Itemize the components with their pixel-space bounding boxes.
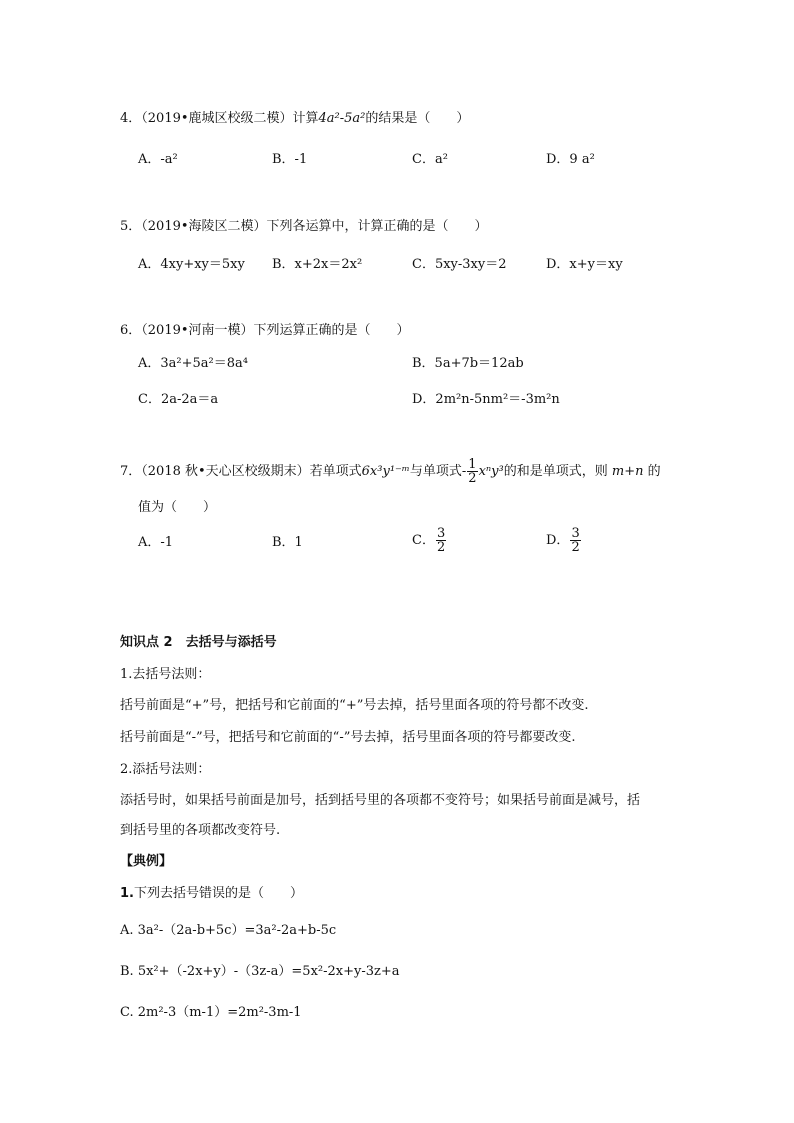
q5-option-a: A．4xy+xy＝5xy [138,257,245,272]
q6-option-c: C．2a-2a＝a [138,392,219,407]
q7-option-d-denominator: 2 [571,540,580,555]
q4-stem-prefix: 4．（2019•鹿城区校级二模）计算 [120,111,319,126]
example-1-stem [120,885,303,903]
question-6-stem: 6．（2019•河南一模）下列运算正确的是（ ） [120,323,410,338]
q6-option-a: A．3a²+5a²＝8a⁴ [138,356,248,371]
q7-stem-mid: 与单项式 [409,464,462,479]
q7-option-d-label: D． [546,533,570,548]
example-1-number: 1. [120,886,134,901]
q4-option-c: C．a² [412,152,448,167]
q4-stem-suffix: 的结果是（ ） [365,111,470,126]
q6-option-b: B．5a+7b＝12ab [412,356,524,371]
section-heading: 知识点 2 去括号与添括号 [120,635,277,650]
rule2-line1: 添括号时，如果括号前面是加号，括到括号里的各项都不变符号；如果括号前面是减号，括 [120,793,641,808]
q7-option-d [546,527,582,554]
example-1-option-b: B. 5x²+（-2x+y）-（3z-a）=5x²-2x+y-3z+a [120,964,400,979]
q7-m-plus-n: m+n [611,464,644,479]
q7-negative-sign: - [461,464,467,479]
q7-fraction [467,458,477,485]
q6-option-d: D．2m²n-5nm²＝-3m²n [412,392,560,407]
q7-stem-line2: 值为（ ） [138,500,217,515]
rule1-line1: 括号前面是“+”号，把括号和它前面的“+”号去掉，括号里面各项的符号都不改变. [120,698,589,713]
example-1-option-c: C. 2m²-3（m-1）=2m²-3m-1 [120,1005,302,1020]
q7-monomial-2: xⁿy³ [478,464,504,479]
q4-expression: 4a²-5a² [318,111,366,126]
q7-monomial-1: 6x³y¹⁻ᵐ [361,464,410,479]
q7-option-d-fraction [570,527,580,554]
q7-option-c-numerator: 3 [436,526,446,541]
q5-option-d: D．x+y＝xy [546,257,623,272]
q7-stem-prefix: 7．（2018 秋•天心区校级期末）若单项式 [120,464,362,479]
q7-fraction-denominator: 2 [468,471,477,486]
q5-option-c: C．5xy-3xy＝2 [412,257,507,272]
question-4-stem [120,110,469,128]
q7-fraction-numerator: 1 [468,457,477,472]
q7-option-a: A．-1 [138,535,174,550]
q7-option-c [412,527,447,554]
q7-option-b: B．1 [272,535,303,550]
q7-option-d-numerator: 3 [571,526,580,541]
q5-option-b: B．x+2x＝2x² [272,257,363,272]
rule1-line2: 括号前面是“-”号，把括号和它前面的“-”号去掉，括号里面各项的符号都要改变. [120,730,576,745]
example-1-text: 下列去括号错误的是（ ） [133,886,303,901]
question-5-stem: 5．（2019•海陵区二模）下列各运算中，计算正确的是（ ） [120,219,488,234]
example-1-option-a: A. 3a²-（2a-b+5c）=3a²-2a+b-5c [120,923,337,938]
rule1-title: 1.去括号法则： [120,667,211,682]
q7-option-c-denominator: 2 [436,540,446,555]
q4-option-a: A．-a² [138,152,178,167]
rule2-line2: 到括号里的各项都改变符号. [120,823,281,838]
q4-option-b: B．-1 [272,152,308,167]
q7-stem-suffix: 的和是单项式，则 [503,464,608,479]
example-label: 【典例】 [120,854,173,869]
q7-stem-end: 的 [647,464,661,479]
rule2-title: 2.添括号法则： [120,762,211,777]
q7-option-c-fraction [436,527,446,554]
q4-option-d: D．9 a² [546,152,595,167]
q7-option-c-label: C． [412,533,435,548]
question-7-stem [120,458,661,485]
